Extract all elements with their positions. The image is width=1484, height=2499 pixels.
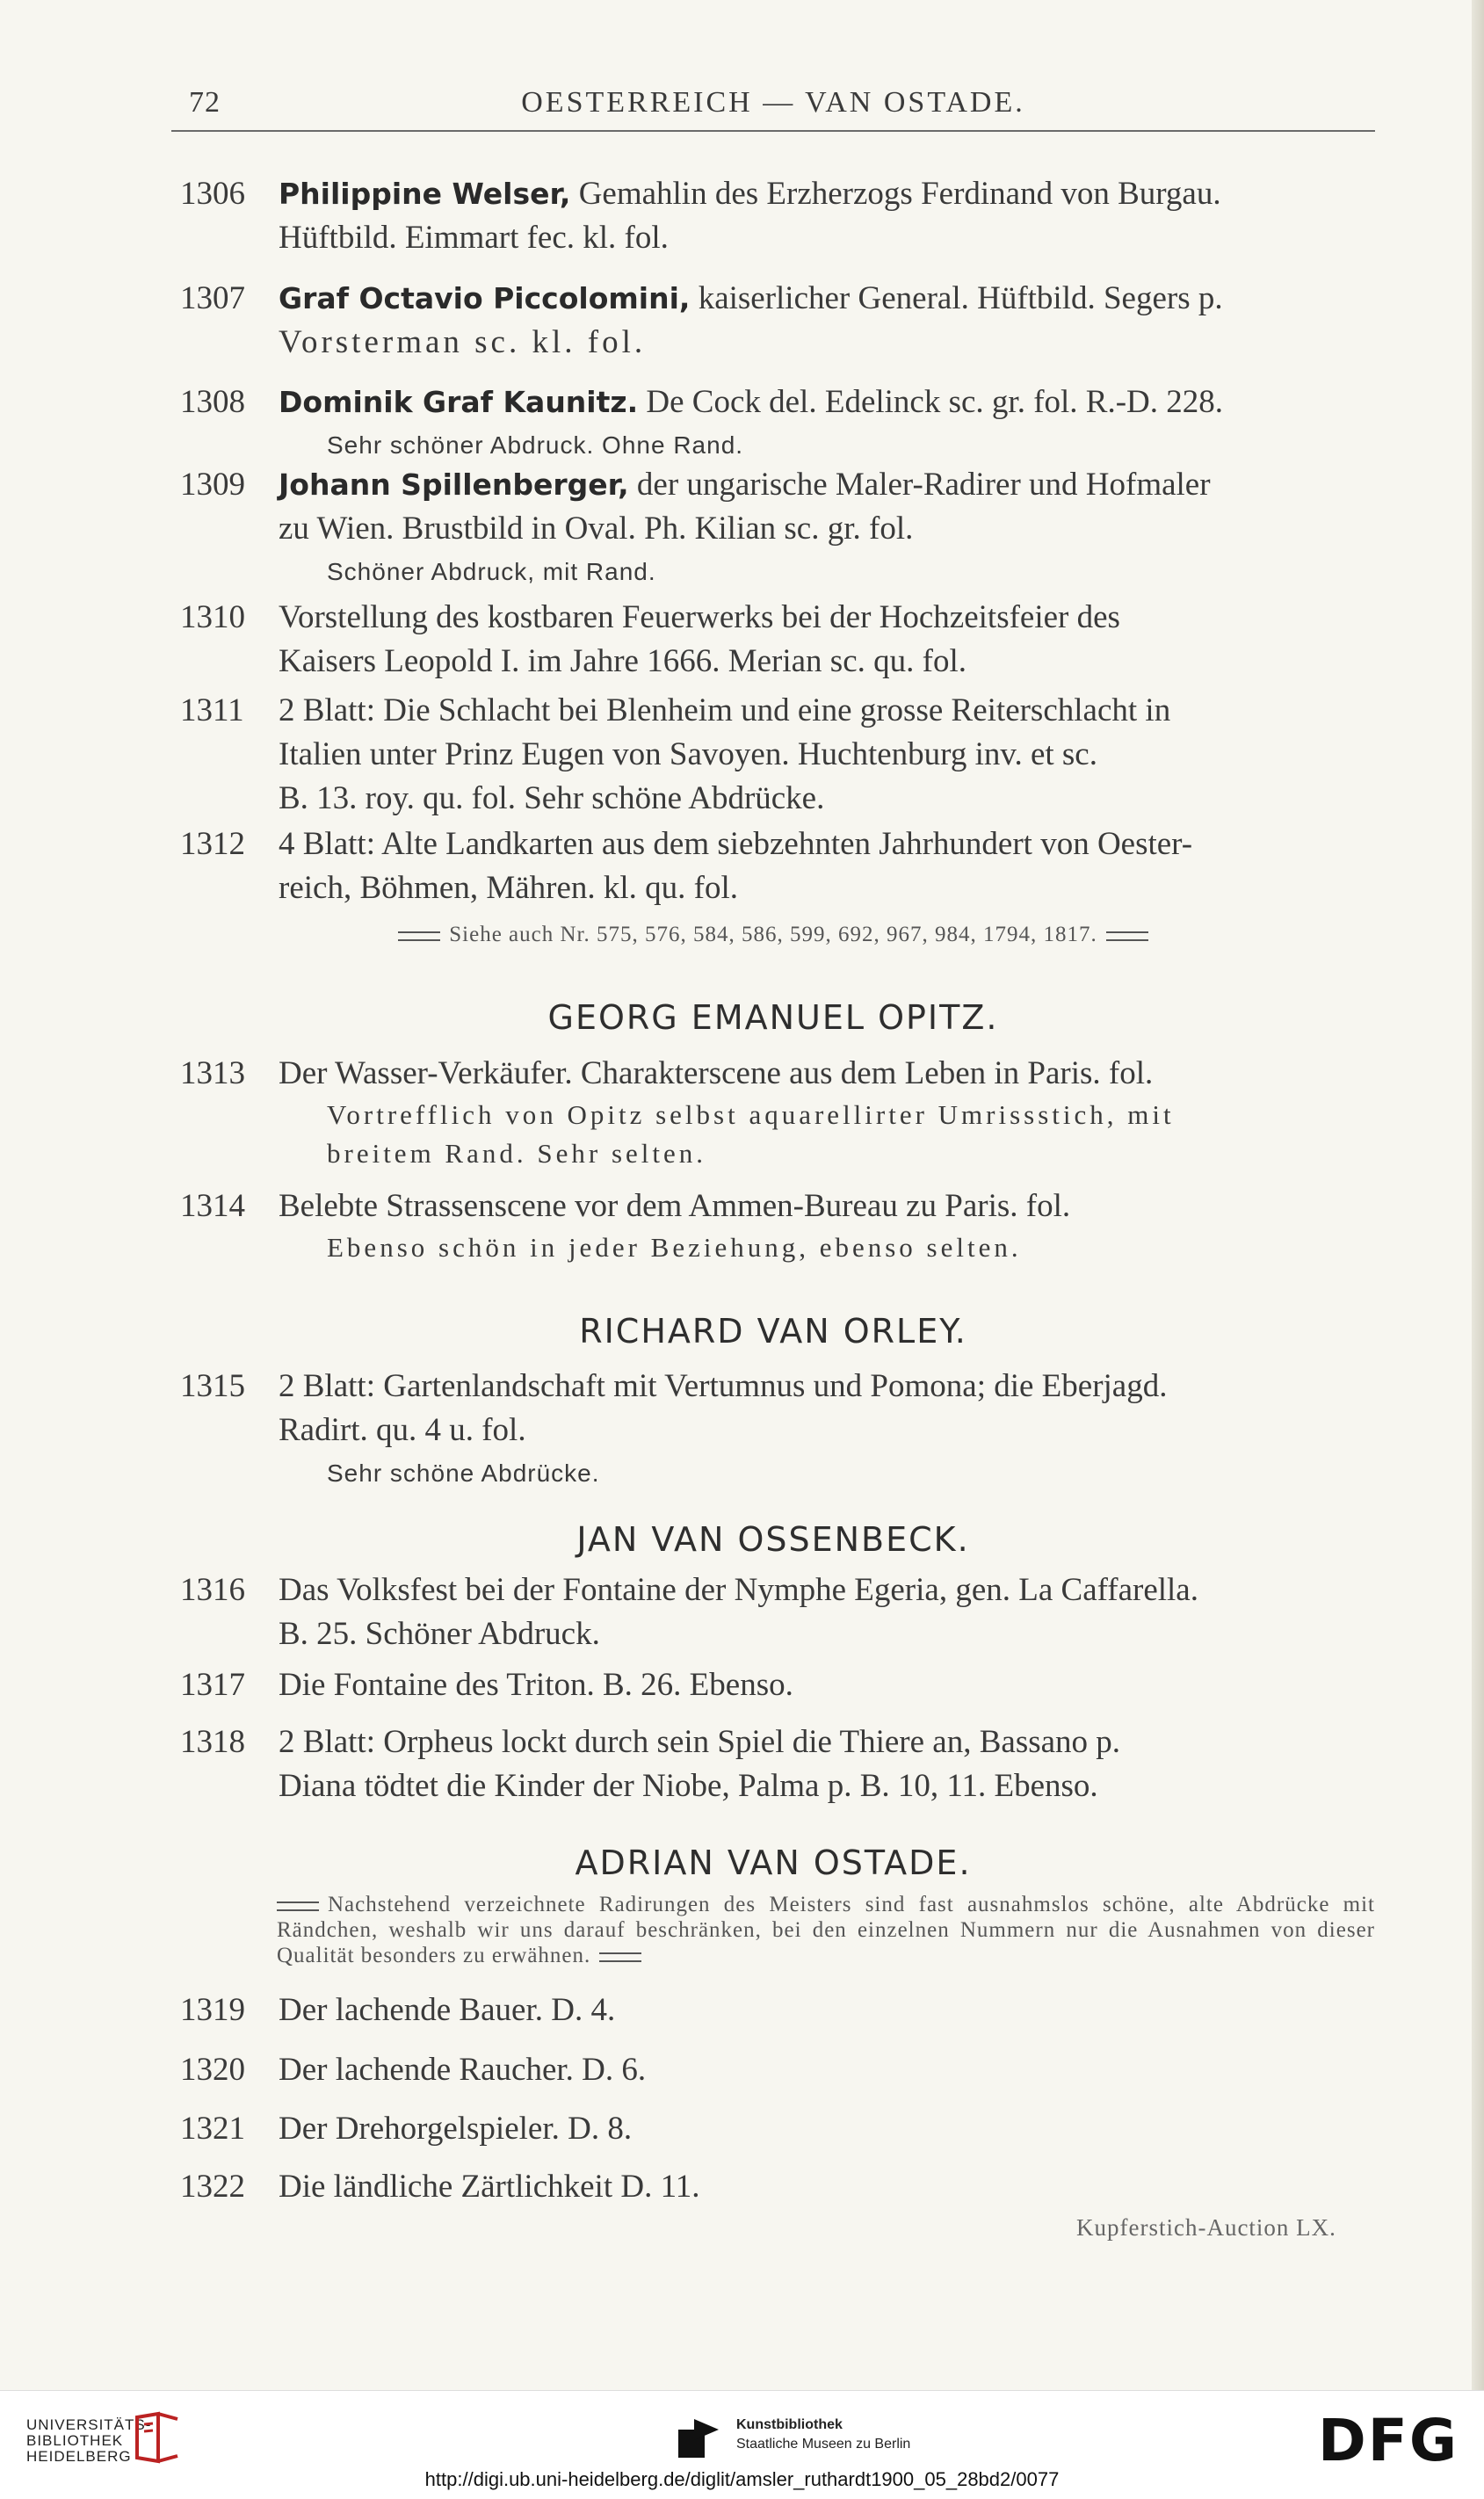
catalog-entry-1309: 1309 Johann Spillenberger, der ungarische Maler-Radirer und Hofmaler zu Wien. Brustbild in Oval. Ph. Kilian sc. gr. fol. Schöner Abdruck, mit Rand. bbox=[180, 463, 1375, 593]
entry-number: 1322 bbox=[180, 2169, 245, 2205]
catalog-entry-1314: 1314 Belebte Strassenscene vor dem Ammen-Bureau zu Paris. fol. Ebenso schön in jeder Beziehung, ebenso selten. bbox=[180, 1184, 1375, 1267]
artist-heading-ostade: ADRIAN VAN OSTADE. bbox=[575, 1843, 972, 1882]
catalog-entry-1313: 1313 Der Wasser-Verkäufer. Charakterscene aus dem Leben in Paris. fol. Vortrefflich von Opitz selbst aquarellirter Umrissstich, mit breitem Rand. Sehr selten. bbox=[180, 1052, 1375, 1173]
running-title: OESTERREICH — VAN OSTADE. bbox=[521, 86, 1025, 119]
artist-heading-opitz: GEORG EMANUEL OPITZ. bbox=[547, 998, 999, 1037]
rule-ornament bbox=[1106, 931, 1148, 941]
entry-number: 1321 bbox=[180, 2111, 245, 2147]
running-header bbox=[171, 86, 1375, 132]
dfg-logo: DFG bbox=[1318, 2407, 1459, 2474]
catalog-entry-1320: 1320 Der lachende Raucher. D. 6. bbox=[180, 2048, 1375, 2092]
catalog-entry-1318: 1318 2 Blatt: Orpheus lockt durch sein Spiel die Thiere an, Bassano p. Diana tödtet die Kinder der Niobe, Palma p. B. 10, 11. Ebenso. bbox=[180, 1720, 1375, 1808]
entry-number: 1311 bbox=[180, 692, 244, 728]
catalog-entry-1319: 1319 Der lachende Bauer. D. 4. bbox=[180, 1988, 1375, 2032]
entry-number: 1312 bbox=[180, 826, 245, 862]
artist-heading-ossenbeck: JAN VAN OSSENBECK. bbox=[576, 1520, 970, 1559]
entry-number: 1309 bbox=[180, 467, 245, 503]
source-url[interactable]: http://digi.ub.uni-heidelberg.de/diglit/amsler_ruthardt1900_05_28bd2/0077 bbox=[424, 2468, 1060, 2490]
catalog-entry-1322: 1322 Die ländliche Zärtlichkeit D. 11. bbox=[180, 2165, 1375, 2209]
catalog-entry-1307: 1307 Graf Octavio Piccolomini, kaiserlicher General. Hüftbild. Segers p. Vorsterman sc. kl. fol. bbox=[180, 277, 1375, 365]
catalog-entry-1310: 1310 Vorstellung des kostbaren Feuerwerks bei der Hochzeitsfeier des Kaisers Leopold I. im Jahre 1666. Merian sc. qu. fol. bbox=[180, 596, 1375, 684]
digitization-footer bbox=[0, 2390, 1484, 2499]
ostade-intro-note: Nachstehend verzeichnete Radirungen des Meisters sind fast ausnahmslos schöne, alte Abdrücke mit Rändchen, weshalb wir uns darauf beschränken, bei den einzelnen Nummern nur die Ausnahmen von dieser Qualität besonders zu erwähnen. bbox=[277, 1893, 1375, 1967]
entry-number: 1318 bbox=[180, 1724, 245, 1760]
cross-reference: Siehe auch Nr. 575, 576, 584, 586, 599, 692, 967, 984, 1794, 1817. bbox=[171, 923, 1375, 947]
entry-number: 1319 bbox=[180, 1992, 245, 2028]
entry-note: Sehr schöner Abdruck. Ohne Rand. bbox=[327, 431, 744, 459]
entry-number: 1306 bbox=[180, 176, 245, 212]
university-library-label: UNIVERSITÄTS- BIBLIOTHEK HEIDELBERG bbox=[26, 2416, 152, 2465]
catalog-entry-1317: 1317 Die Fontaine des Triton. B. 26. Ebenso. bbox=[180, 1663, 1375, 1707]
entry-number: 1307 bbox=[180, 280, 245, 316]
catalog-entry-1316: 1316 Das Volksfest bei der Fontaine der Nymphe Egeria, gen. La Caffarella. B. 25. Schöner Abdruck. bbox=[180, 1568, 1375, 1656]
signature-mark: Kupferstich-Auction LX. bbox=[1076, 2214, 1336, 2241]
university-logo-icon bbox=[132, 2410, 183, 2465]
rule-ornament bbox=[599, 1952, 641, 1962]
entry-note: Schöner Abdruck, mit Rand. bbox=[327, 558, 656, 585]
entry-name: Philippine Welser, bbox=[279, 177, 571, 211]
scan-edge bbox=[1472, 0, 1484, 2390]
kunstbibliothek-logo-icon bbox=[677, 2417, 720, 2459]
catalog-entry-1306: 1306 Philippine Welser, Gemahlin des Erzherzogs Ferdinand von Burgau. Hüftbild. Eimmart fec. kl. fol. bbox=[180, 172, 1375, 260]
catalog-entry-1321: 1321 Der Drehorgelspieler. D. 8. bbox=[180, 2107, 1375, 2151]
entry-name: Johann Spillenberger, bbox=[279, 467, 629, 502]
entry-number: 1308 bbox=[180, 384, 245, 420]
page-number: 72 bbox=[189, 86, 221, 119]
rule-ornament bbox=[398, 931, 440, 941]
entry-name: Dominik Graf Kaunitz. bbox=[279, 385, 639, 419]
entry-number: 1320 bbox=[180, 2052, 245, 2088]
entry-number: 1315 bbox=[180, 1368, 245, 1404]
catalog-entry-1315: 1315 2 Blatt: Gartenlandschaft mit Vertumnus und Pomona; die Eberjagd. Radirt. qu. 4 u. fol. Sehr schöne Abdrücke. bbox=[180, 1365, 1375, 1495]
entry-name: Graf Octavio Piccolomini, bbox=[279, 281, 691, 315]
catalog-entry-1312: 1312 4 Blatt: Alte Landkarten aus dem siebzehnten Jahrhundert von Oester- reich, Böhmen, Mähren. kl. qu. fol. bbox=[180, 822, 1375, 910]
rule-ornament bbox=[277, 1901, 319, 1911]
entry-note: Sehr schöne Abdrücke. bbox=[327, 1460, 600, 1487]
artist-heading-orley: RICHARD VAN ORLEY. bbox=[579, 1312, 967, 1351]
entry-number: 1310 bbox=[180, 599, 245, 635]
catalog-entry-1311: 1311 2 Blatt: Die Schlacht bei Blenheim und eine grosse Reiterschlacht in Italien unter Prinz Eugen von Savoyen. Huchtenburg inv. et sc. B. 13. roy. qu. fol. Sehr schöne Abdrücke. bbox=[180, 689, 1375, 821]
entry-number: 1314 bbox=[180, 1188, 245, 1224]
entry-number: 1316 bbox=[180, 1572, 245, 1608]
entry-number: 1317 bbox=[180, 1667, 245, 1703]
entry-number: 1313 bbox=[180, 1055, 245, 1091]
kunstbibliothek-label: Kunstbibliothek Staatliche Museen zu Berlin bbox=[736, 2417, 911, 2452]
catalog-entry-1308: 1308 Dominik Graf Kaunitz. De Cock del. Edelinck sc. gr. fol. R.-D. 228. Sehr schöner Abdruck. Ohne Rand. bbox=[180, 380, 1375, 467]
